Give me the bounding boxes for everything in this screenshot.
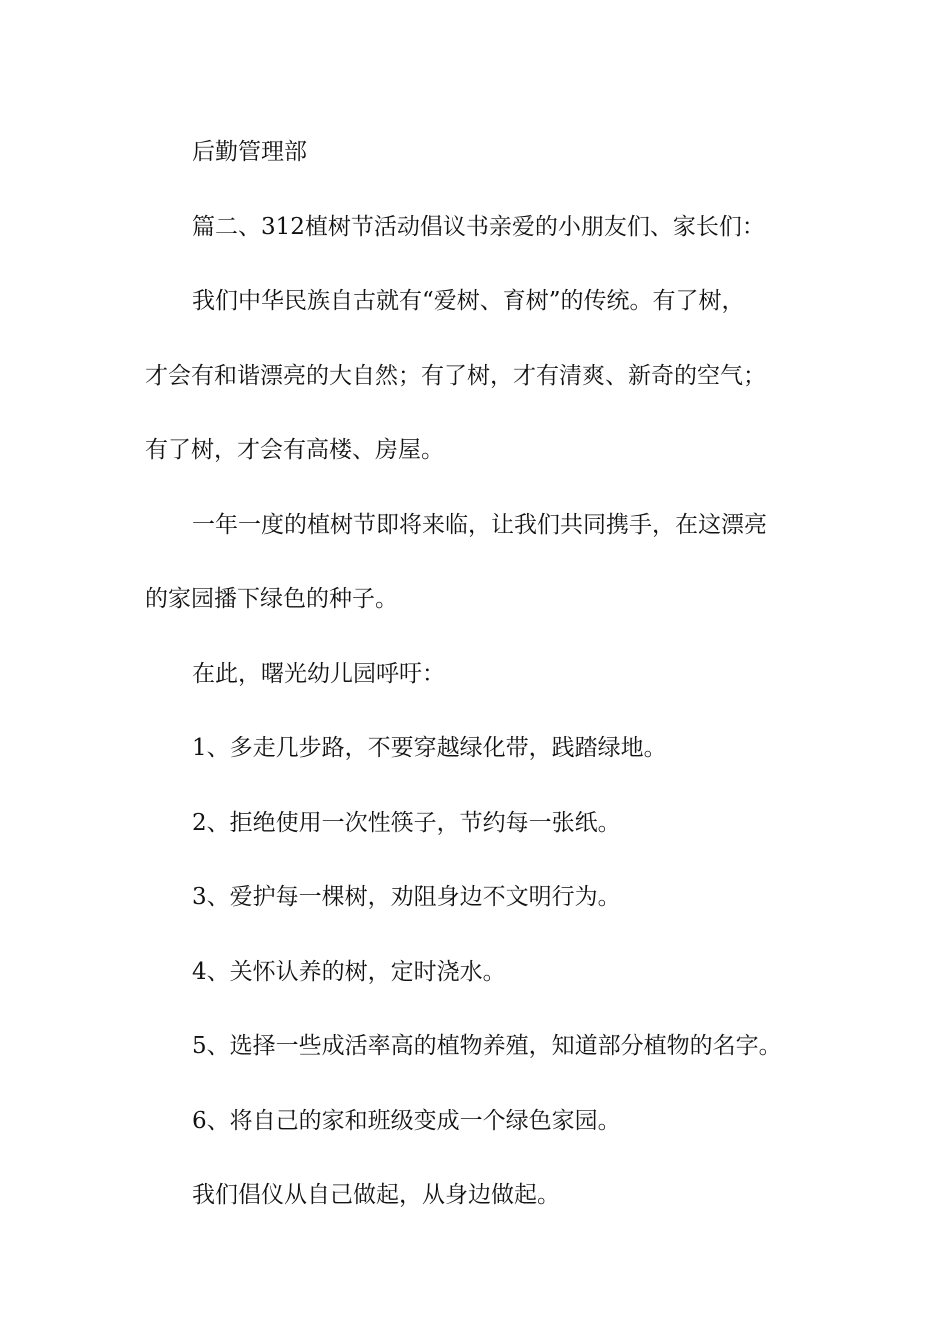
list-item: 1、多走几步路，不要穿越绿化带，践踏绿地。 (192, 735, 667, 761)
list-item: 6、将自己的家和班级变成一个绿色家园。 (192, 1108, 621, 1134)
call-intro-line: 在此，曙光幼儿园呼吁： (192, 661, 445, 687)
paragraph-line: 的家园播下绿色的种子。 (145, 586, 398, 612)
paragraph-line: 有了树，才会有高楼、房屋。 (145, 437, 444, 463)
list-item: 4、关怀认养的树，定时浇水。 (192, 959, 506, 985)
list-item: 3、爱护每一棵树，劝阻身边不文明行为。 (192, 884, 621, 910)
closing-line: 我们倡仪从自己做起，从身边做起。 (192, 1182, 560, 1208)
title-line: 篇二、312植树节活动倡议书亲爱的小朋友们、家长们： (192, 214, 765, 240)
paragraph-line: 我们中华民族自古就有“爱树、育树”的传统。有了树， (192, 288, 745, 314)
list-item: 5、选择一些成活率高的植物养殖，知道部分植物的名字。 (192, 1033, 782, 1059)
signature-line: 后勤管理部 (192, 139, 307, 165)
list-item: 2、拒绝使用一次性筷子，节约每一张纸。 (192, 810, 621, 836)
paragraph-line: 才会有和谐漂亮的大自然；有了树，才有清爽、新奇的空气； (145, 363, 766, 389)
paragraph-line: 一年一度的植树节即将来临，让我们共同携手，在这漂亮 (192, 512, 767, 538)
